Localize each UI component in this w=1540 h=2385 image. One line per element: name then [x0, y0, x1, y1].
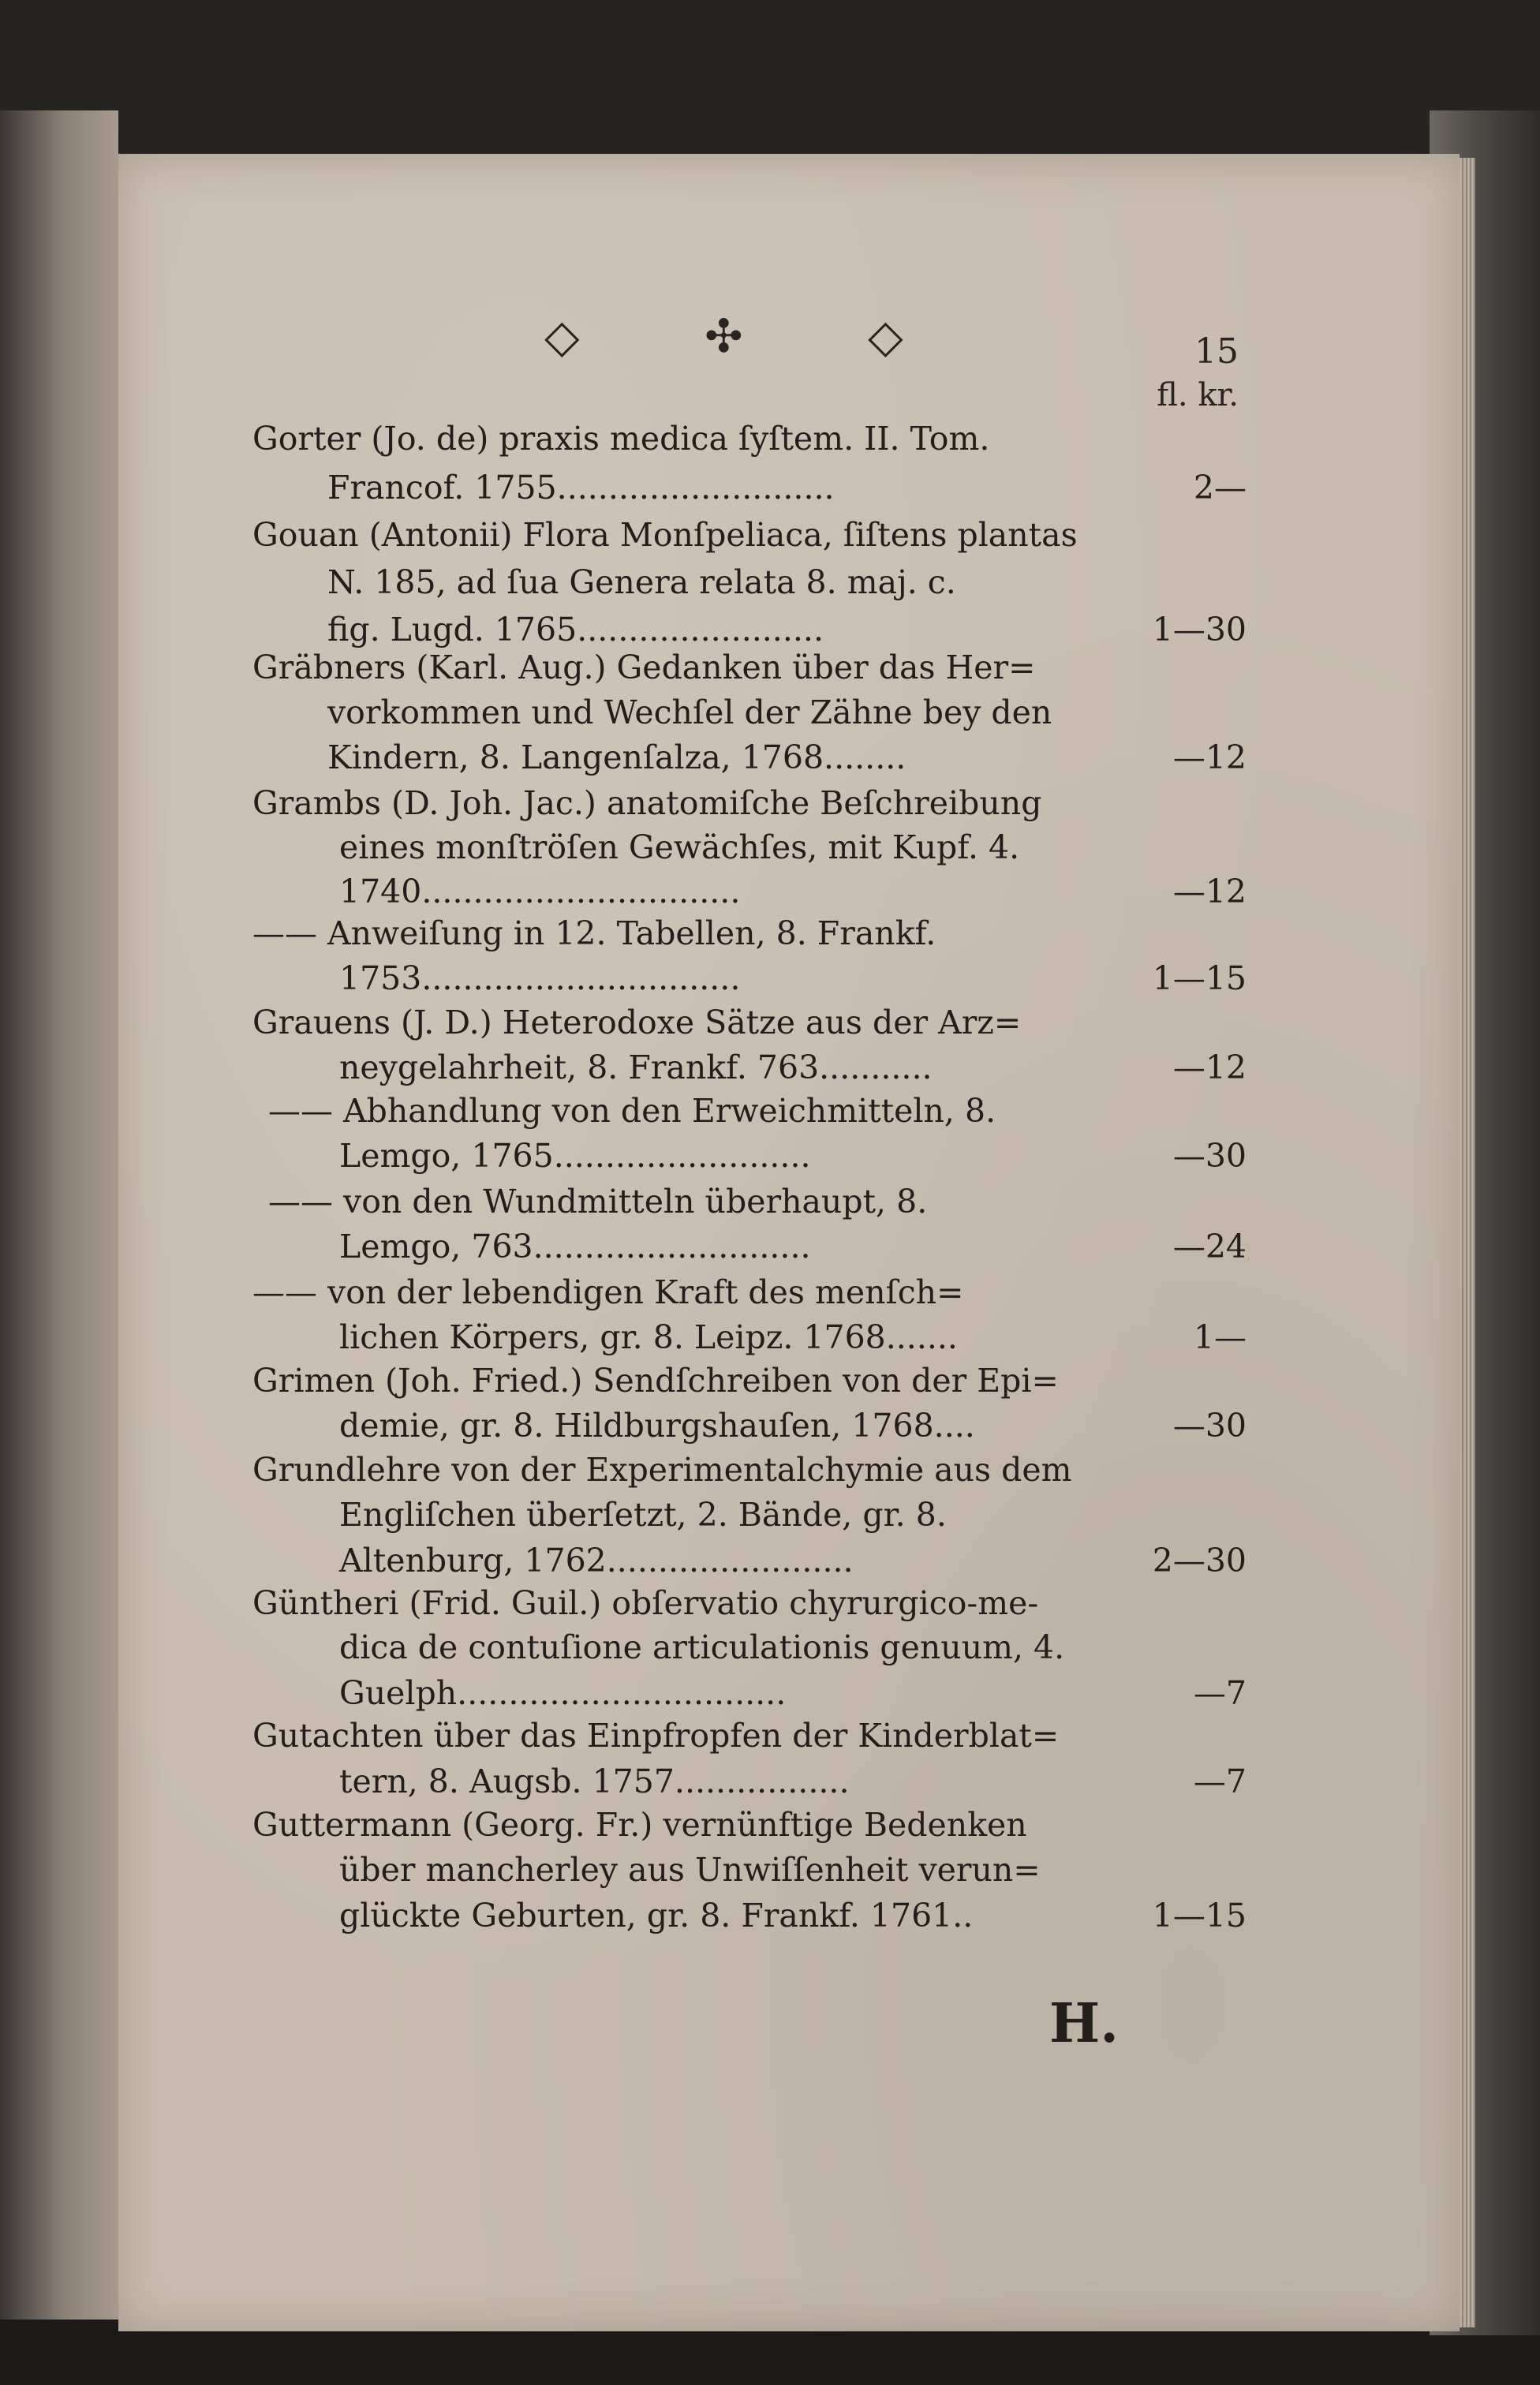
entry-line: Kindern, 8. Langenſalza, 1768........ — [327, 738, 906, 776]
entry-price: 2— — [1193, 469, 1247, 507]
entry-price: —7 — [1193, 1674, 1247, 1712]
entry-line: Gorter (Jo. de) praxis medica ſyſtem. II. Tom. — [252, 420, 990, 458]
entry-price: —12 — [1172, 873, 1247, 910]
entry-line: lichen Körpers, gr. 8. Leipz. 1768....... — [339, 1318, 958, 1356]
entry-line: Gouan (Antonii) Flora Monſpeliaca, ſiſtens plantas — [252, 516, 1078, 554]
entry-line: Francof. 1755........................... — [327, 469, 835, 507]
entry-line: demie, gr. 8. Hildburgshauſen, 1768.... — [339, 1407, 975, 1445]
signature-mark: H. — [1049, 1992, 1119, 2055]
entry-price: 2—30 — [1152, 1542, 1247, 1579]
entry-line: 1740............................... — [339, 873, 741, 910]
entry-line: N. 185, ad ſua Genera relata 8. maj. c. — [327, 563, 956, 601]
entry-price: —12 — [1172, 738, 1247, 776]
entry-line: Gräbners (Karl. Aug.) Gedanken über das Her= — [252, 649, 1036, 686]
entry-line: Gutachten über das Einpfropfen der Kinderblat= — [252, 1717, 1060, 1755]
entry-price: —24 — [1172, 1228, 1247, 1265]
entry-line: —— Abhandlung von den Erweichmitteln, 8. — [268, 1092, 996, 1130]
entry-price: —7 — [1193, 1763, 1247, 1800]
entry-price: —30 — [1172, 1137, 1247, 1175]
entry-line: —— von der lebendigen Kraft des menſch= — [252, 1273, 964, 1311]
entry-line: glückte Geburten, gr. 8. Frankf. 1761.. — [339, 1897, 974, 1935]
entry-line: Engliſchen überſetzt, 2. Bände, gr. 8. — [339, 1496, 947, 1534]
entry-price: 1—15 — [1152, 1897, 1247, 1935]
entry-line: Lemgo, 1765......................... — [339, 1137, 811, 1175]
entry-line: fig. Lugd. 1765........................ — [327, 611, 824, 649]
entry-line: Altenburg, 1762........................ — [339, 1542, 854, 1579]
entry-line: Grambs (D. Joh. Jac.) anatomiſche Beſchreibung — [252, 784, 1042, 822]
entry-line: eines monſtröſen Gewächſes, mit Kupf. 4. — [339, 828, 1020, 866]
entry-line: Guelph................................ — [339, 1674, 787, 1712]
entry-line: neygelahrheit, 8. Frankf. 763........... — [339, 1049, 933, 1086]
entry-line: Grimen (Joh. Fried.) Sendſchreiben von der Epi= — [252, 1362, 1059, 1400]
ornament-header: ◇ ✣ ◇ — [544, 309, 959, 363]
entry-price: 1—30 — [1152, 611, 1247, 649]
entry-line: über mancherley aus Unwiſſenheit verun= — [339, 1851, 1041, 1889]
page-number: 15 — [1194, 331, 1239, 372]
currency-header: fl. kr. — [1157, 377, 1239, 413]
entry-price: 1— — [1193, 1318, 1247, 1356]
entry-line: Grauens (J. D.) Heterodoxe Sätze aus der Arz= — [252, 1004, 1022, 1041]
entry-line: vorkommen und Wechſel der Zähne bey den — [327, 693, 1052, 731]
entry-line: —— Anweiſung in 12. Tabellen, 8. Frankf. — [252, 914, 936, 952]
entry-line: tern, 8. Augsb. 1757................. — [339, 1763, 850, 1800]
entry-price: —30 — [1172, 1407, 1247, 1445]
entry-price: 1—15 — [1152, 959, 1247, 997]
entry-line: Guttermann (Georg. Fr.) vernünftige Bedenken — [252, 1806, 1027, 1844]
entry-line: Güntheri (Frid. Guil.) obſervatio chyrurgico-me- — [252, 1584, 1039, 1622]
entry-line: Grundlehre von der Experimentalchymie aus dem — [252, 1451, 1072, 1489]
entry-line: —— von den Wundmitteln überhaupt, 8. — [268, 1183, 928, 1221]
entry-line: dica de contuſione articulationis genuum, 4. — [339, 1628, 1065, 1666]
entry-line: 1753............................... — [339, 959, 741, 997]
entry-price: —12 — [1172, 1049, 1247, 1086]
entry-line: Lemgo, 763........................... — [339, 1228, 811, 1265]
